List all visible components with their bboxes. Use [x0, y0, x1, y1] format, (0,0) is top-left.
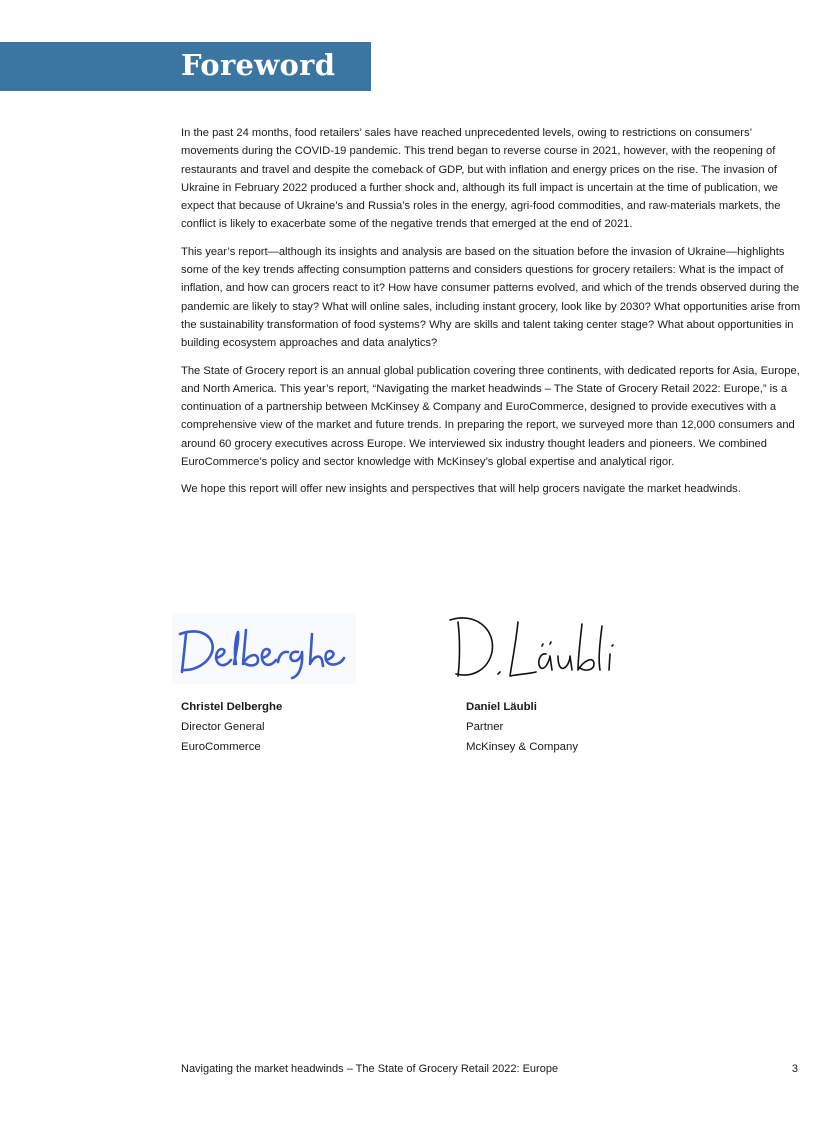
paragraph: In the past 24 months, food retailers’ sales have reached unprecedented levels, owing to restrictions on consumers’ movements during the COVID-19 pandemic. This trend began to reverse course in 2021, however, with the reopening of restaurants and travel and despite the comeback of GDP, but with inflation and energy prices on the rise. The invasion of Ukraine in February 2022 produced a further shock and, although its full impact is uncertain at the time of publication, we expect that because of Ukraine’s and Russia’s roles in the energy, agri-food commodities, and raw-materials markets, the conflict is likely to exacerbate some of the negative trends that emerged at the end of 2021. [181, 127, 781, 231]
signatory-role: Director General [181, 721, 265, 733]
page-title: Foreword [181, 48, 336, 82]
signatory-organization: EuroCommerce [181, 741, 261, 753]
signatory-block [181, 697, 282, 757]
signatory-role: Partner [466, 721, 504, 733]
paragraph: We hope this report will offer new insights and perspectives that will help grocers navigate the market headwinds. [181, 483, 741, 496]
footer-title: Navigating the market headwinds – The State of Grocery Retail 2022: Europe [181, 1063, 559, 1075]
signatory-organization: McKinsey & Company [466, 741, 579, 753]
paragraph: The State of Grocery report is an annual global publication covering three continents, with dedicated reports for Asia, Europe, and North America. This year’s report, “Navigating the market headwinds – The State of Grocery Retail 2022: Europe,” is a continuation of a partnership between McKinsey & Company and EuroCommerce, designed to provide executives with a comprehensive view of the market and future trends. In preparing the report, we surveyed more than 12,000 consumers and around 60 grocery executives across Europe. We interviewed six industry thought leaders and pioneers. We combined EuroCommerce’s policy and sector knowledge with McKinsey’s global expertise and analytical rigor. [181, 364, 800, 469]
signature-laeubli [446, 608, 630, 686]
page-number: 3 [791, 1063, 798, 1075]
signatory-name: Christel Delberghe [181, 701, 283, 713]
foreword-body [181, 124, 801, 508]
paragraph: This year’s report—although its insights and analysis are based on the situation before the invasion of Ukraine—highlights some of the key trends affecting consumption patterns and considers questions for grocery retailers: What is the impact of inflation, and how can grocers react to it? How have consumer patterns evolved, and which of the trends observed during the pandemic are likely to stay? What will online sales, including instant grocery, look like by 2030? What opportunities arise from the sustainability transformation of food systems? Why are skills and talent taking center stage? What about opportunities in building ecosystem approaches and data analytics? [181, 245, 801, 350]
signatory-block [466, 697, 578, 757]
signatory-name: Daniel Läubli [466, 701, 537, 713]
signature-delberghe [172, 614, 356, 684]
